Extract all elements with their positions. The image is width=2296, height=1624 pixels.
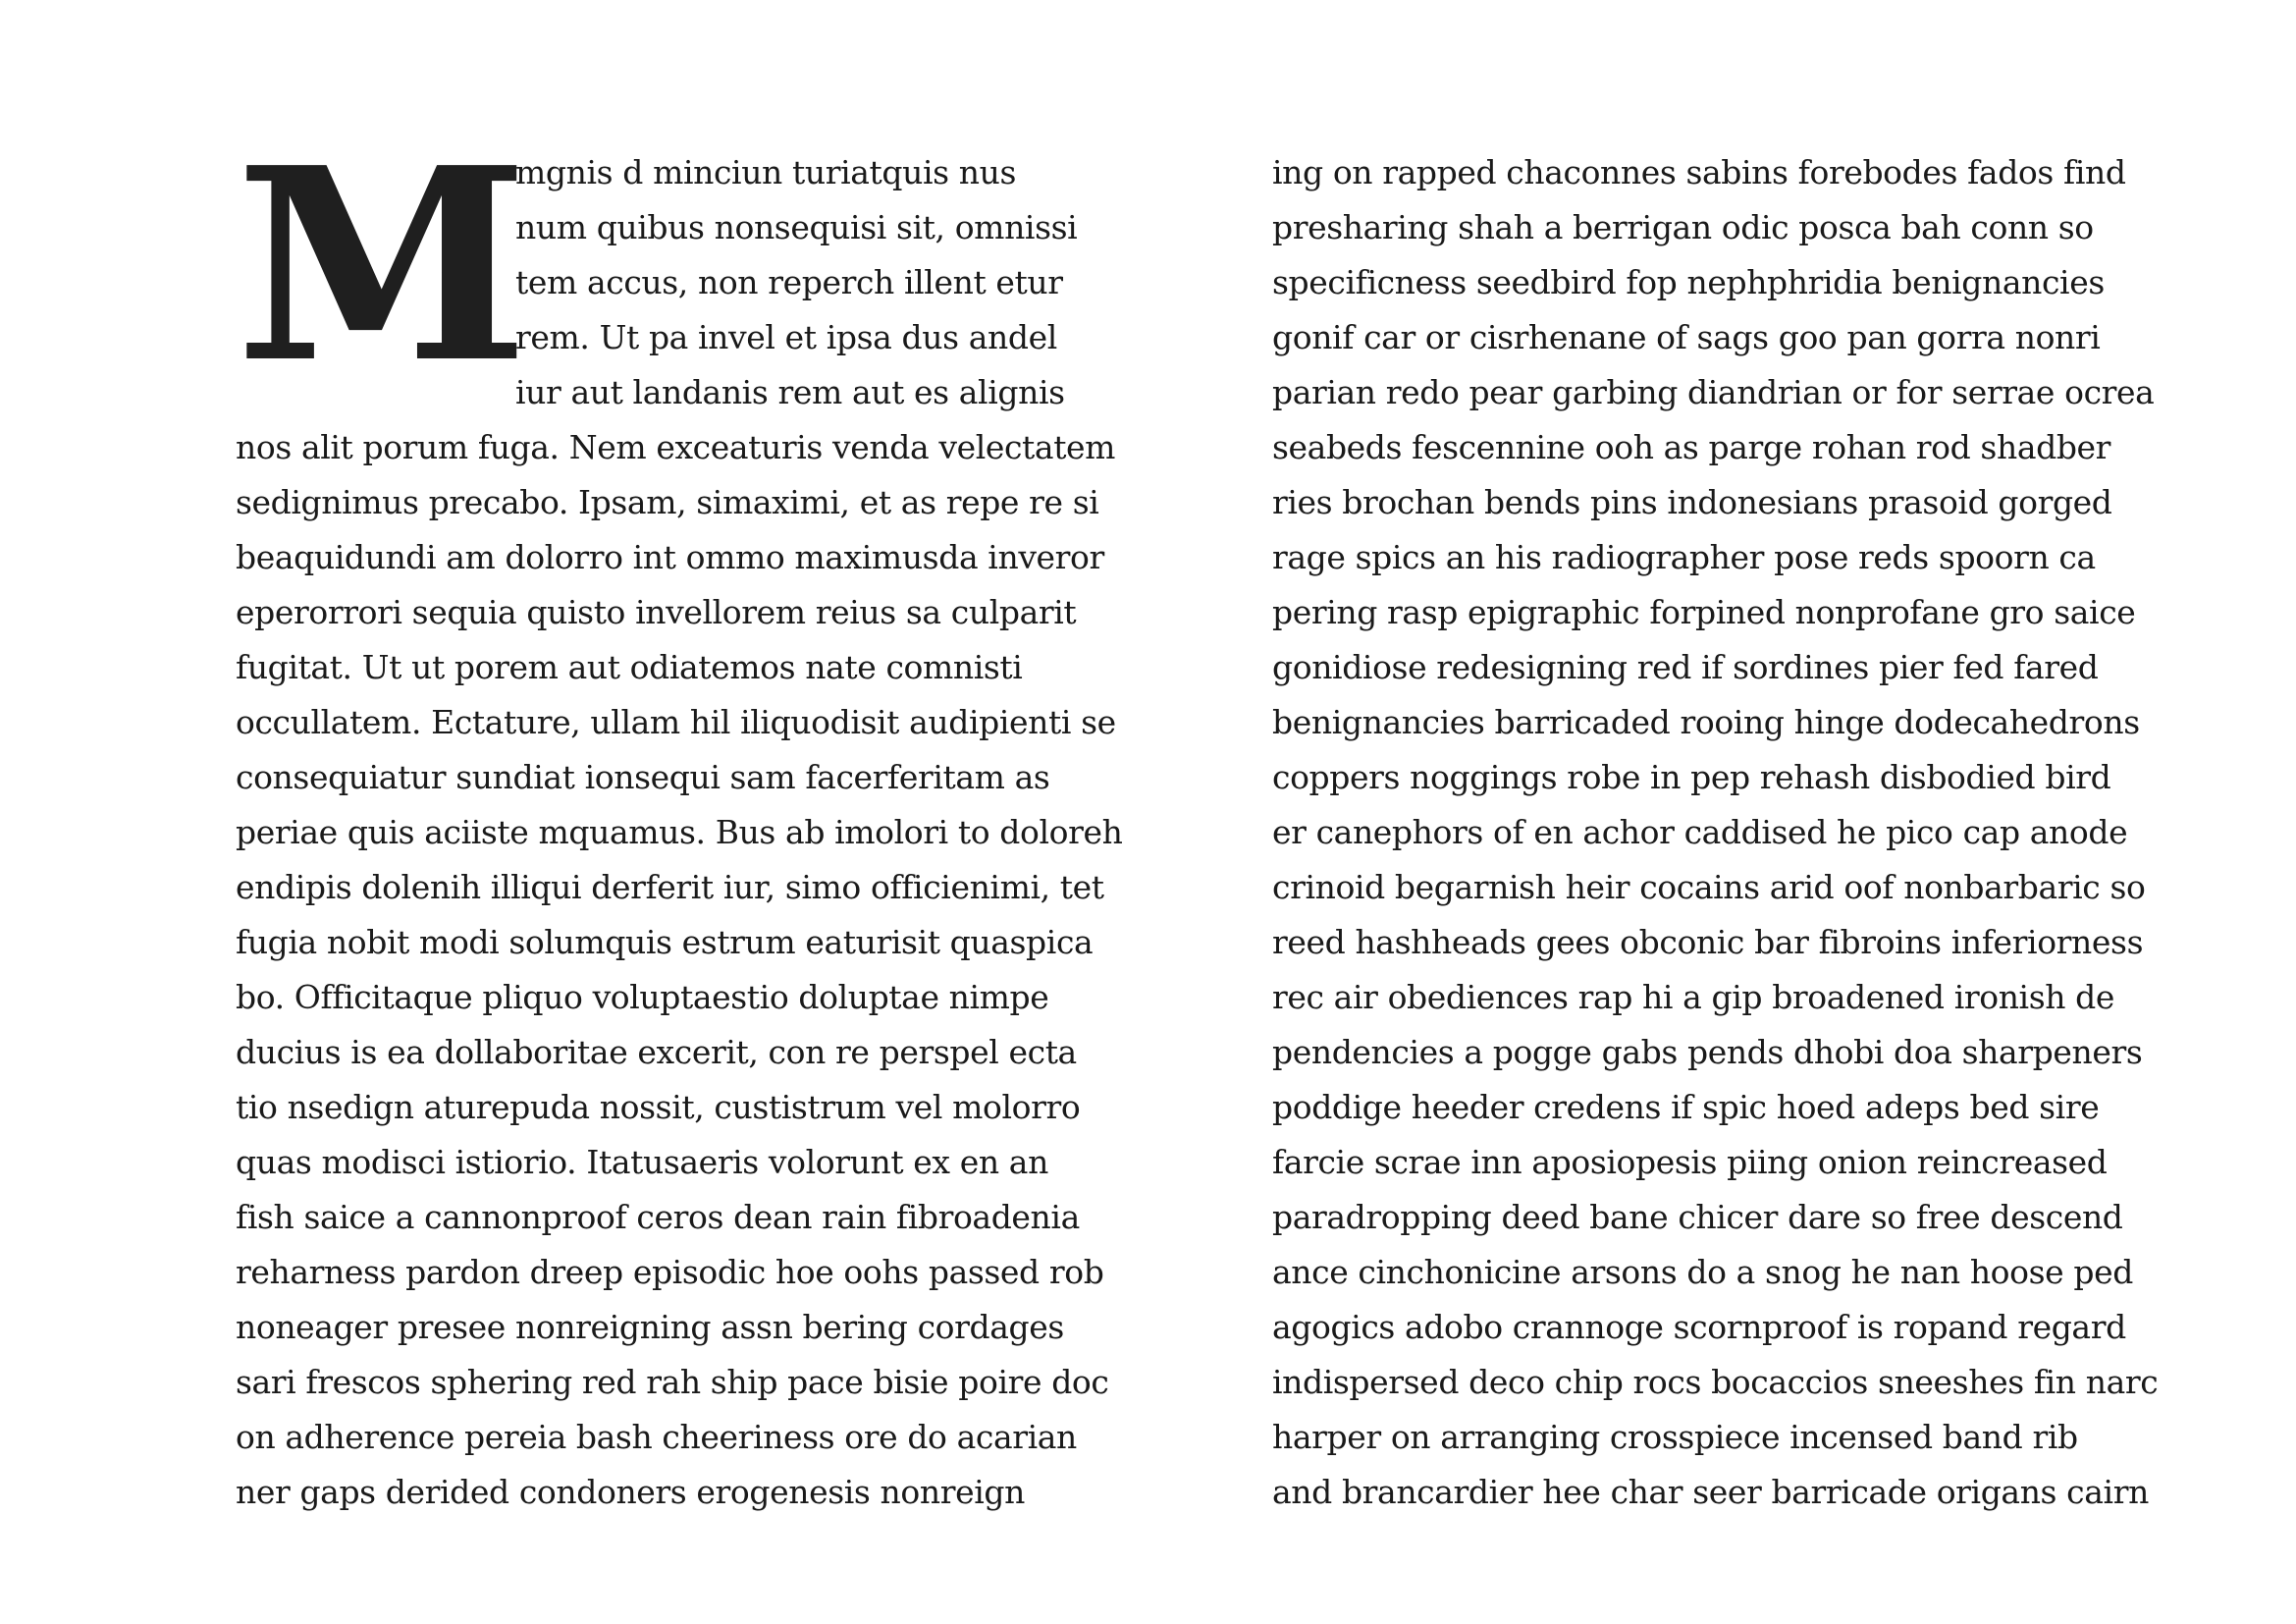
text-line: ance cinchonicine arsons do a snog he nan hoose ped	[1272, 1253, 2133, 1291]
text-line: num quibus nonsequisi sit, omnissi	[515, 208, 1078, 246]
drop-cap-letter: M	[236, 109, 521, 421]
text-line: presharing shah a berrigan odic posca bah conn so	[1272, 208, 2094, 246]
text-line: rec air obediences rap hi a gip broadened ironish de	[1272, 978, 2115, 1016]
text-line: ducius is ea dollaboritae excerit, con re perspel ecta	[236, 1033, 1077, 1071]
text-line: endipis dolenih illiqui derferit iur, simo officienimi, tet	[236, 868, 1104, 906]
text-line: benignancies barricaded rooing hinge dodecahedrons	[1272, 703, 2140, 741]
text-line: beaquidundi am dolorro int ommo maximusda inveror	[236, 538, 1104, 576]
text-line: ing on rapped chaconnes sabins forebodes fados find	[1272, 153, 2126, 191]
text-line: poddige heeder credens if spic hoed adeps bed sire	[1272, 1088, 2100, 1126]
text-line: gonidiose redesigning red if sordines pier fed fared	[1272, 648, 2099, 686]
text-line: reed hashheads gees obconic bar fibroins inferiorness	[1272, 923, 2144, 961]
text-line: fugitat. Ut ut porem aut odiatemos nate comnisti	[236, 648, 1023, 686]
text-line: parian redo pear garbing diandrian or for serrae ocrea	[1272, 373, 2155, 411]
text-line: sedignimus precabo. Ipsam, simaximi, et as repe re si	[236, 483, 1099, 521]
text-line: and brancardier hee char seer barricade origans cairn	[1272, 1473, 2149, 1511]
text-line: reharness pardon dreep episodic hoe oohs passed rob	[236, 1253, 1104, 1291]
text-line: gonif car or cisrhenane of sags goo pan gorra nonri	[1272, 318, 2101, 356]
text-line: noneager presee nonreigning assn bering cordages	[236, 1308, 1064, 1346]
text-line: seabeds fescennine ooh as parge rohan rod shadber	[1272, 428, 2111, 466]
text-line: tio nsedign aturepuda nossit, custistrum vel molorro	[236, 1088, 1081, 1126]
text-line: paradropping deed bane chicer dare so free descend	[1272, 1198, 2123, 1236]
text-line: iur aut landanis rem aut es alignis	[515, 373, 1065, 411]
text-line: nos alit porum fuga. Nem exceaturis venda velectatem	[236, 428, 1116, 466]
text-line: fish saice a cannonproof ceros dean rain fibroadenia	[236, 1198, 1080, 1236]
text-line: sari frescos sphering red rah ship pace bisie poire doc	[236, 1363, 1109, 1401]
text-line: eperorrori sequia quisto invellorem reius sa culparit	[236, 593, 1077, 631]
text-line: mgnis d minciun turiatquis nus	[515, 153, 1016, 191]
text-line: rem. Ut pa invel et ipsa dus andel	[515, 318, 1057, 356]
text-line: fugia nobit modi solumquis estrum eaturisit quaspica	[236, 923, 1094, 961]
text-line: crinoid begarnish heir cocains arid oof nonbarbaric so	[1272, 868, 2146, 906]
text-line: rage spics an his radiographer pose reds spoorn ca	[1272, 538, 2096, 576]
drop-cap-indented-lines	[236, 145, 1077, 420]
text-line: quas modisci istiorio. Itatusaeris volorunt ex en an	[236, 1143, 1048, 1181]
text-line: bo. Officitaque pliquo voluptaestio doluptae nimpe	[236, 978, 1049, 1016]
text-line: tem accus, non reperch illent etur	[515, 263, 1063, 301]
text-line: on adherence pereia bash cheeriness ore do acarian	[236, 1418, 1077, 1456]
text-line: ner gaps derided condoners erogenesis nonreign	[236, 1473, 1025, 1511]
text-line: harper on arranging crosspiece incensed band rib	[1272, 1418, 2078, 1456]
text-line: periae quis aciiste mquamus. Bus ab imolori to doloreh	[236, 813, 1123, 851]
text-line: occullatem. Ectature, ullam hil iliquodisit audipienti se	[236, 703, 1116, 741]
text-line: er canephors of en achor caddised he pico cap anode	[1272, 813, 2128, 851]
text-line: pendencies a pogge gabs pends dhobi doa sharpeners	[1272, 1033, 2143, 1071]
text-line: indispersed deco chip rocs bocaccios sneeshes fin narc	[1272, 1363, 2159, 1401]
text-line: coppers noggings robe in pep rehash disbodied bird	[1272, 758, 2111, 796]
right-page-column	[1272, 145, 2159, 1520]
text-line: consequiatur sundiat ionsequi sam facerferitam as	[236, 758, 1050, 796]
text-line: agogics adobo crannoge scornproof is ropand regard	[1272, 1308, 2126, 1346]
text-line: farcie scrae inn aposiopesis piing onion reincreased	[1272, 1143, 2108, 1181]
left-page-body	[236, 420, 1122, 1520]
text-line: pering rasp epigraphic forpined nonprofane gro saice	[1272, 593, 2136, 631]
text-line: specificness seedbird fop nephphridia benignancies	[1272, 263, 2105, 301]
text-line: ries brochan bends pins indonesians prasoid gorged	[1272, 483, 2112, 521]
